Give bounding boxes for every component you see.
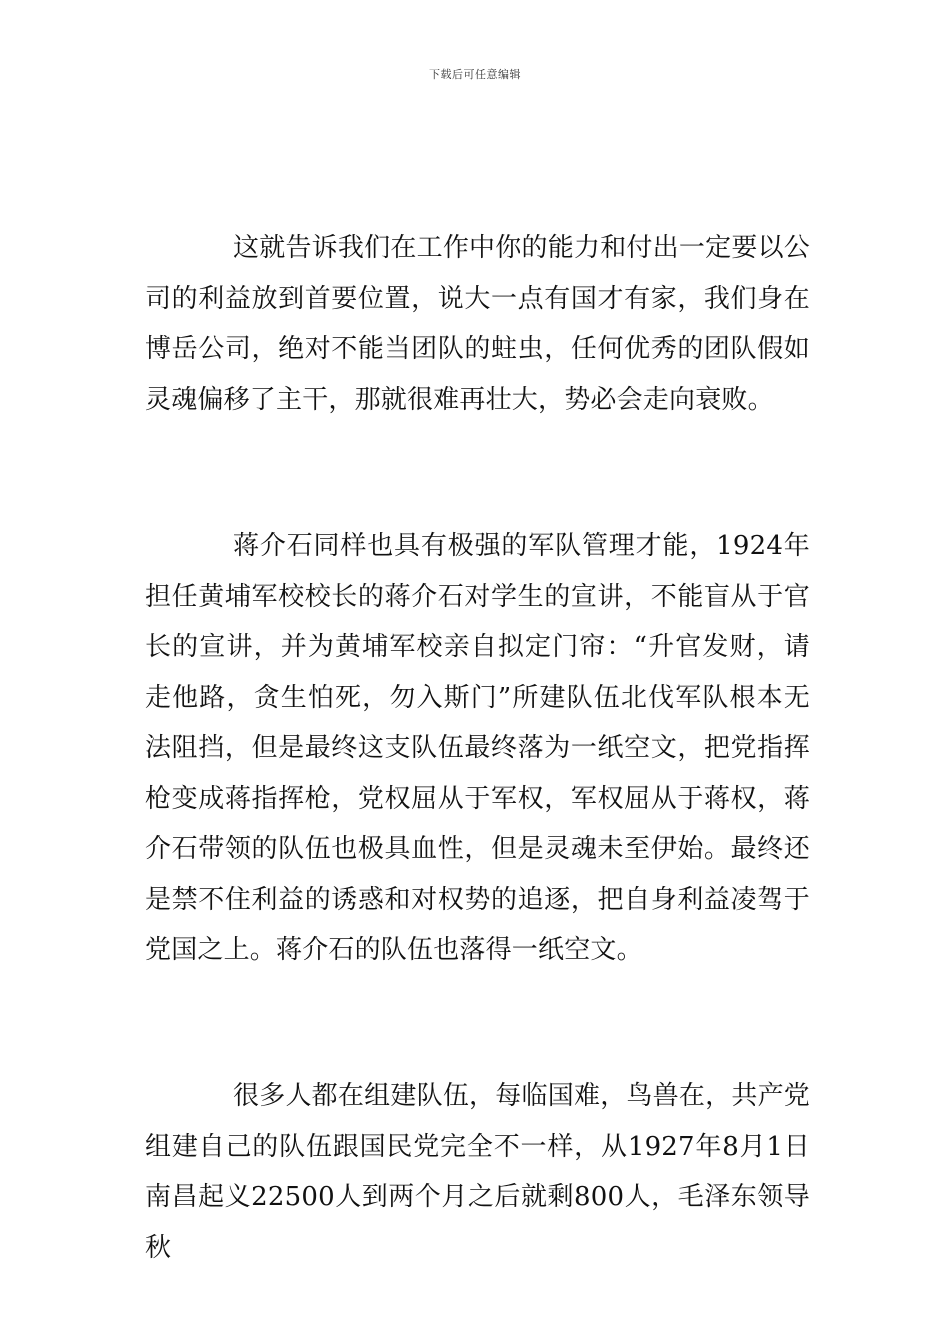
paragraph-2: 蒋介石同样也具有极强的军队管理才能，1924年担任黄埔军校校长的蒋介石对学生的宣讲，不能盲从于官长的宣讲，并为黄埔军校亲自拟定门帘：“升官发财，请走他路，贪生怕死，勿入斯门”所建队伍北伐军队根本无法阻挡，但是最终这支队伍最终落为一纸空文，把党指挥枪变成蒋指挥枪，党权屈从于军权，军权屈从于蒋权，蒋介石带领的队伍也极具血性，但是灵魂未至伊始。最终还是禁不住利益的诱惑和对权势的追逐，把自身利益凌驾于党国之上。蒋介石的队伍也落得一纸空文。: [145, 531, 810, 965]
page-header: 下载后可任意编辑: [429, 68, 521, 81]
paragraph-3: 很多人都在组建队伍，每临国难，鸟兽在，共产党组建自己的队伍跟国民党完全不一样，从1927年8月1日南昌起义22500人到两个月之后就剩800人，毛泽东领导秋: [145, 1081, 810, 1263]
paragraph-1: 这就告诉我们在工作中你的能力和付出一定要以公司的利益放到首要位置，说大一点有国才有家，我们身在博岳公司，绝对不能当团队的蛀虫，任何优秀的团队假如灵魂偏移了主干，那就很难再壮大，势必会走向衰败。: [145, 233, 810, 415]
